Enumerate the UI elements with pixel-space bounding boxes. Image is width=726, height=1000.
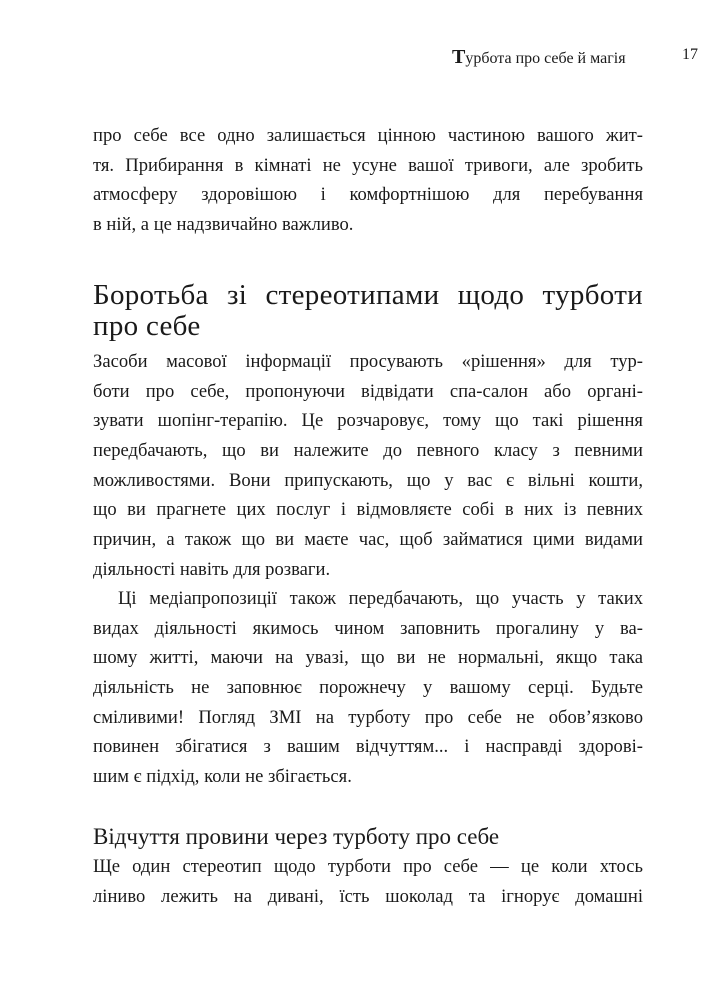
page-number: 17 — [682, 46, 698, 63]
text-line: тя. Прибирання в кімнаті не усуне вашої тривоги, але зробить — [93, 154, 643, 176]
text-line: повинен збігатися з вашим відчуттям... і насправді здорові- — [93, 736, 643, 758]
text-line: атмосферу здоровішою і комфортнішою для перебування — [93, 184, 643, 206]
text-line: видах діяльності якимось чином заповнить прогалину у ва- — [93, 617, 643, 639]
paragraph — [93, 584, 643, 792]
section-heading — [93, 280, 643, 342]
text-line: в ній, а це надзвичайно важливо. — [93, 214, 354, 236]
text-line: боти про себе, пропонуючи відвідати спа-салон або органі- — [93, 380, 643, 402]
paragraph — [93, 347, 643, 585]
text-line: шому житті, маючи на увазі, що ви не нормальні, якщо така — [93, 647, 643, 669]
text-line: можливостями. Вони припускають, що у вас є вільні кошти, — [93, 469, 643, 491]
paragraph-continuation — [93, 121, 643, 240]
heading-line: Відчуття провини через турботу про себе — [93, 824, 500, 849]
text-line: Ще один стереотип щодо турботи про себе — це коли хтось — [93, 856, 643, 877]
text-line: діяльність не заповнює порожнечу у вашому серці. Будьте — [93, 677, 643, 699]
text-line: про себе все одно залишається цінною частиною вашого жит- — [93, 125, 643, 146]
text-line: Ці медіапропозиції також передбачають, що участь у таких — [118, 588, 643, 609]
header-title-text: урбота про себе й магія — [465, 50, 626, 67]
text-line: передбачають, що ви належите до певного класу з певними — [93, 440, 643, 462]
subsection-heading — [93, 822, 643, 852]
text-line: шим є підхід, коли не збігається. — [93, 766, 352, 788]
text-line: що ви прагнете цих послуг і відмовляєте собі в них із певних — [93, 499, 643, 521]
text-line: зувати шопінг-терапію. Це розчаровує, тому що такі рішення — [93, 410, 643, 432]
header-initial: Т — [452, 46, 466, 68]
text-line: сміливими! Погляд ЗМІ на турботу про себе не обов’язково — [93, 706, 643, 728]
heading-line: про себе — [93, 310, 201, 342]
paragraph — [93, 852, 643, 911]
running-header-title — [452, 46, 626, 69]
text-line: ліниво лежить на дивані, їсть шоколад та ігнорує домашні — [93, 885, 643, 907]
text-line: діяльності навіть для розваги. — [93, 558, 331, 580]
text-line: причин, а також що ви маєте час, щоб займатися цими видами — [93, 529, 643, 551]
text-line: Засоби масової інформації просувають «рішення» для тур- — [93, 351, 643, 372]
heading-line: Боротьба зі стереотипами щодо турботи — [93, 279, 643, 311]
